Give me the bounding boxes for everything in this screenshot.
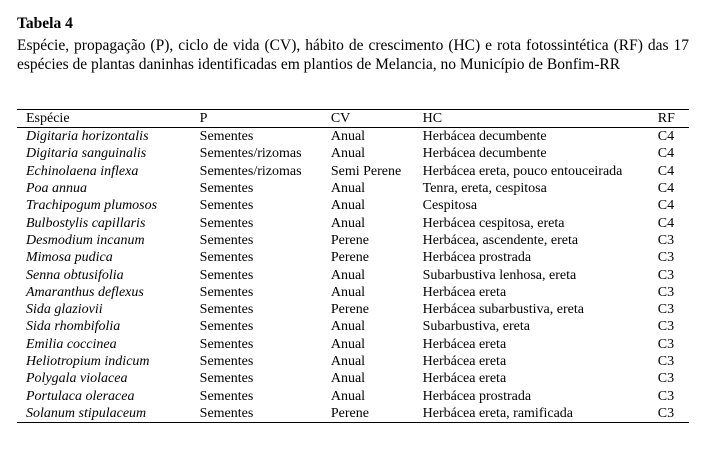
cell-ciclo-vida: Anual — [330, 354, 366, 369]
header-ciclo-vida: CV — [330, 111, 351, 126]
header-propagacao: P — [199, 111, 208, 126]
table-row — [17, 197, 689, 214]
cell-propagacao: Sementes — [199, 232, 254, 248]
table-row — [17, 318, 689, 335]
cell-habito-crescimento: Herbácea prostrada — [422, 388, 532, 404]
cell-habito-crescimento: Herbácea ereta — [422, 284, 507, 300]
cell-propagacao: Sementes/rizomas — [199, 163, 302, 179]
table-row — [17, 284, 689, 301]
table-row — [17, 353, 689, 370]
cell-habito-crescimento: Herbácea decumbente — [422, 129, 547, 145]
cell-habito-crescimento: Herbácea ereta, pouco entouceirada — [422, 163, 623, 179]
cell-rota-fotossintetica: C3 — [657, 267, 675, 283]
table-row — [17, 249, 689, 266]
cell-propagacao: Sementes — [199, 181, 254, 197]
cell-rota-fotossintetica: C3 — [657, 405, 675, 421]
header-rota-fotossintetica: RF — [657, 111, 675, 126]
cell-ciclo-vida: Anual — [330, 198, 366, 214]
table-row — [17, 128, 689, 146]
cell-especie: Desmodium incanum — [26, 232, 145, 248]
cell-ciclo-vida: Perene — [330, 405, 369, 421]
cell-rota-fotossintetica: C4 — [657, 181, 675, 197]
table-row — [17, 232, 689, 249]
cell-propagacao: Sementes — [199, 198, 254, 214]
cell-especie: Poa annua — [26, 181, 88, 197]
cell-habito-crescimento: Herbácea ereta — [422, 336, 507, 352]
cell-rota-fotossintetica: C3 — [657, 354, 675, 369]
cell-ciclo-vida: Anual — [330, 215, 366, 231]
cell-habito-crescimento: Tenra, ereta, cespitosa — [422, 181, 547, 197]
cell-rota-fotossintetica: C3 — [657, 232, 675, 248]
table-row — [17, 214, 689, 231]
cell-habito-crescimento: Herbácea ereta — [422, 371, 507, 387]
cell-rota-fotossintetica: C3 — [657, 319, 675, 335]
cell-especie: Heliotropium indicum — [26, 354, 150, 369]
cell-especie: Emilia coccinea — [26, 336, 117, 352]
cell-ciclo-vida: Anual — [330, 388, 366, 404]
cell-ciclo-vida: Anual — [330, 319, 366, 335]
cell-especie: Solanum stipulaceum — [26, 405, 147, 421]
cell-rota-fotossintetica: C3 — [657, 284, 675, 300]
cell-habito-crescimento: Herbácea decumbente — [422, 146, 547, 162]
cell-habito-crescimento: Herbácea ereta, ramificada — [422, 405, 574, 421]
table-row — [17, 180, 689, 197]
cell-especie: Trachipogum plumosos — [26, 198, 158, 214]
cell-ciclo-vida: Anual — [330, 267, 366, 283]
cell-rota-fotossintetica: C4 — [657, 215, 675, 231]
cell-ciclo-vida: Anual — [330, 371, 366, 387]
cell-especie: Sida rhombifolia — [26, 319, 121, 335]
cell-habito-crescimento: Herbácea subarbustiva, ereta — [422, 302, 584, 318]
cell-rota-fotossintetica: C3 — [657, 388, 675, 404]
cell-habito-crescimento: Herbácea prostrada — [422, 250, 532, 266]
cell-especie: Portulaca oleracea — [26, 388, 135, 404]
cell-ciclo-vida: Perene — [330, 250, 369, 266]
cell-habito-crescimento: Subarbustiva lenhosa, ereta — [422, 267, 577, 283]
cell-ciclo-vida: Anual — [330, 146, 366, 162]
cell-habito-crescimento: Herbácea, ascendente, ereta — [422, 232, 579, 248]
cell-especie: Bulbostylis capillaris — [26, 215, 146, 231]
cell-rota-fotossintetica: C3 — [657, 302, 675, 318]
cell-ciclo-vida: Perene — [330, 232, 369, 248]
cell-propagacao: Sementes — [199, 267, 254, 283]
header-habito-crescimento: HC — [422, 111, 443, 126]
table-row — [17, 145, 689, 162]
cell-habito-crescimento: Subarbustiva, ereta — [422, 319, 530, 335]
cell-propagacao: Sementes — [199, 284, 254, 300]
cell-ciclo-vida: Semi Perene — [330, 163, 402, 179]
cell-rota-fotossintetica: C4 — [657, 163, 675, 179]
table-row — [17, 301, 689, 318]
cell-habito-crescimento: Cespitosa — [422, 198, 478, 214]
table-caption: Espécie, propagação (P), ciclo de vida (CV), hábito de crescimento (HC) e rota fotossintética (RF) das 17 espécies de plantas daninhas identificadas em plantios de Melancia, no Município de Bonfim-RR — [17, 37, 689, 73]
cell-propagacao: Sementes — [199, 215, 254, 231]
cell-propagacao: Sementes — [199, 371, 254, 387]
table-row — [17, 266, 689, 283]
cell-propagacao: Sementes — [199, 354, 254, 369]
cell-especie: Sida glaziovii — [26, 302, 103, 318]
header-especie: Espécie — [26, 111, 70, 126]
cell-ciclo-vida: Anual — [330, 181, 366, 197]
cell-especie: Senna obtusifolia — [26, 267, 124, 283]
cell-ciclo-vida: Anual — [330, 129, 366, 145]
cell-rota-fotossintetica: C4 — [657, 198, 675, 214]
cell-propagacao: Sementes — [199, 319, 254, 335]
cell-propagacao: Sementes — [199, 250, 254, 266]
cell-especie: Digitaria sanguinalis — [26, 146, 147, 162]
cell-rota-fotossintetica: C3 — [657, 336, 675, 352]
cell-especie: Echinolaena inflexa — [26, 163, 139, 179]
table-header-row — [17, 110, 689, 128]
cell-propagacao: Sementes — [199, 405, 254, 421]
cell-rota-fotossintetica: C4 — [657, 146, 675, 162]
table-title: Tabela 4 — [17, 15, 73, 32]
cell-ciclo-vida: Perene — [330, 302, 369, 318]
table-row — [17, 405, 689, 423]
table-row — [17, 163, 689, 180]
table-row — [17, 336, 689, 353]
cell-propagacao: Sementes/rizomas — [199, 146, 302, 162]
cell-especie: Digitaria horizontalis — [26, 129, 149, 145]
table-row — [17, 387, 689, 404]
cell-propagacao: Sementes — [199, 388, 254, 404]
cell-propagacao: Sementes — [199, 302, 254, 318]
cell-propagacao: Sementes — [199, 129, 254, 145]
cell-propagacao: Sementes — [199, 336, 254, 352]
table-body — [17, 128, 689, 423]
cell-ciclo-vida: Anual — [330, 284, 366, 300]
cell-rota-fotossintetica: C3 — [657, 371, 675, 387]
cell-habito-crescimento: Herbácea ereta — [422, 354, 507, 369]
cell-rota-fotossintetica: C4 — [657, 129, 675, 145]
cell-rota-fotossintetica: C3 — [657, 250, 675, 266]
cell-especie: Mimosa pudica — [26, 250, 113, 266]
table-row — [17, 370, 689, 387]
cell-especie: Polygala violacea — [26, 371, 128, 387]
cell-especie: Amaranthus deflexus — [26, 284, 144, 300]
cell-habito-crescimento: Herbácea cespitosa, ereta — [422, 215, 565, 231]
cell-ciclo-vida: Anual — [330, 336, 366, 352]
species-table — [17, 109, 689, 423]
